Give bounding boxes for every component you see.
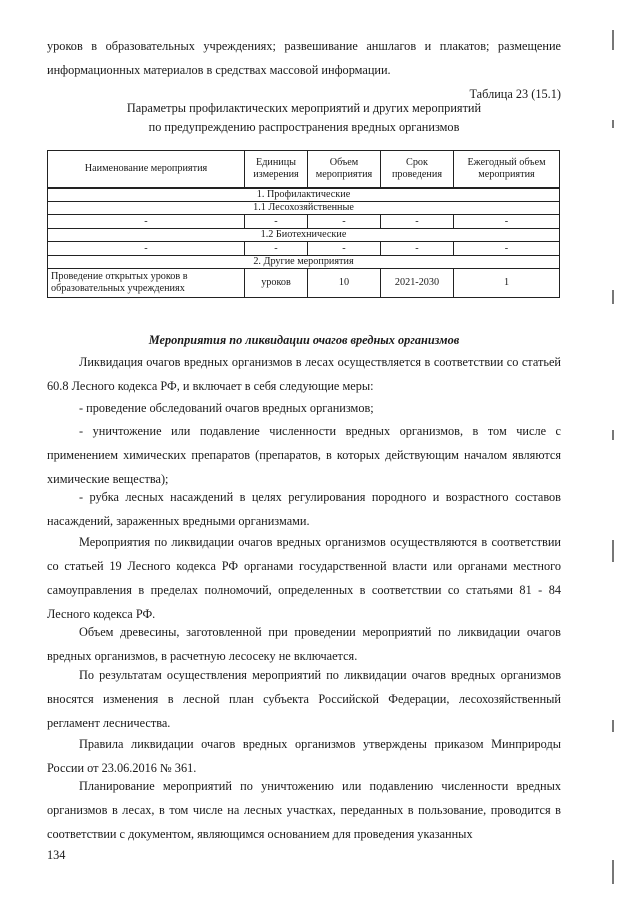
header-annual-volume: Ежегодный объем мероприятия — [454, 151, 560, 189]
section-prophylactic: 1. Профилактические — [48, 188, 560, 202]
table-title-line2: по предупреждению распространения вредных организмов — [148, 120, 460, 134]
parameters-table — [47, 150, 560, 298]
paragraph-3: - уничтожение или подавление численности вредных организмов, в том числе с применением химических препаратов (препаратов, в которых действующим началом являются химические вещества); — [47, 424, 561, 486]
table-cell: 1 — [454, 269, 560, 298]
paragraph-4: - рубка лесных насаждений в целях регулирования породного и возрастного составов насаждений, зараженных вредными организмами. — [47, 490, 561, 528]
intro-paragraph: уроков в образовательных учреждениях; развешивание аншлагов и плакатов; размещение информационных материалов в средствах массовой информации. — [47, 39, 561, 77]
table-cell: - — [454, 242, 560, 256]
section-row — [48, 188, 560, 202]
header-units: Единицы измерения — [245, 151, 308, 189]
scan-edge-mark — [612, 430, 614, 440]
table-row — [48, 215, 560, 229]
table-cell: - — [308, 242, 381, 256]
table-title-line1: Параметры профилактических мероприятий и других мероприятий — [126, 101, 482, 115]
section-heading: Мероприятия по ликвидации очагов вредных организмов — [148, 333, 460, 347]
paragraph-9: Планирование мероприятий по уничтожению или подавлению численности вредных организмов в лесах, в том числе на лесных участках, переданных в пользование, проводится в соответствии с документом, являющимся основанием для проведения указанных — [47, 779, 561, 841]
section-row — [48, 229, 560, 242]
table-cell: - — [48, 215, 245, 229]
scan-edge-mark — [612, 30, 614, 50]
paragraph-6: Объем древесины, заготовленной при проведении мероприятий по ликвидации очагов вредных организмов, в расчетную лесосеку не включается. — [47, 625, 561, 663]
section-row — [48, 256, 560, 269]
scan-edge-mark — [612, 120, 614, 128]
table-cell: 2021-2030 — [381, 269, 454, 298]
header-name: Наименование мероприятия — [48, 151, 245, 189]
section-other: 2. Другие мероприятия — [48, 256, 560, 269]
table-cell: - — [245, 215, 308, 229]
header-period: Срок проведения — [381, 151, 454, 189]
table-header-row — [48, 151, 560, 189]
section-row — [48, 202, 560, 215]
table-cell: - — [48, 242, 245, 256]
table-label: Таблица 23 (15.1) — [469, 87, 561, 101]
scan-edge-mark — [612, 720, 614, 732]
table-row — [48, 242, 560, 256]
paragraph-7: По результатам осуществления мероприятий по ликвидации очагов вредных организмов вносятся изменения в лесной план субъекта Российской Федерации, лесохозяйственный регламент лесничества. — [47, 668, 561, 730]
paragraph-5: Мероприятия по ликвидации очагов вредных организмов осуществляются в соответствии со статьей 19 Лесного кодекса РФ органами государственной власти или органами местного самоуправления в пределах полномочий, определенных в соответствии со статьями 81 - 84 Лесного кодекса РФ. — [47, 535, 561, 621]
table-cell: - — [308, 215, 381, 229]
scan-edge-mark — [612, 290, 614, 304]
section-forestry: 1.1 Лесохозяйственные — [48, 202, 560, 215]
scan-edge-mark — [612, 860, 614, 884]
table-row — [48, 269, 560, 298]
paragraph-2: - проведение обследований очагов вредных организмов; — [79, 401, 374, 415]
scan-edge-mark — [612, 540, 614, 562]
header-volume: Объем мероприятия — [308, 151, 381, 189]
table-cell: Проведение открытых уроков в образовательных учреждениях — [48, 269, 245, 298]
table-cell: - — [454, 215, 560, 229]
table-cell: - — [381, 242, 454, 256]
table-cell: - — [245, 242, 308, 256]
paragraph-8: Правила ликвидации очагов вредных организмов утверждены приказом Минприроды России от 23.06.2016 № 361. — [47, 737, 561, 775]
paragraph-1: Ликвидация очагов вредных организмов в лесах осуществляется в соответствии со статьей 60.8 Лесного кодекса РФ, и включает в себя следующие меры: — [47, 355, 561, 393]
table-cell: уроков — [245, 269, 308, 298]
table-cell: 10 — [308, 269, 381, 298]
page-number: 134 — [47, 848, 66, 862]
section-biotechnical: 1.2 Биотехнические — [48, 229, 560, 242]
table-cell: - — [381, 215, 454, 229]
